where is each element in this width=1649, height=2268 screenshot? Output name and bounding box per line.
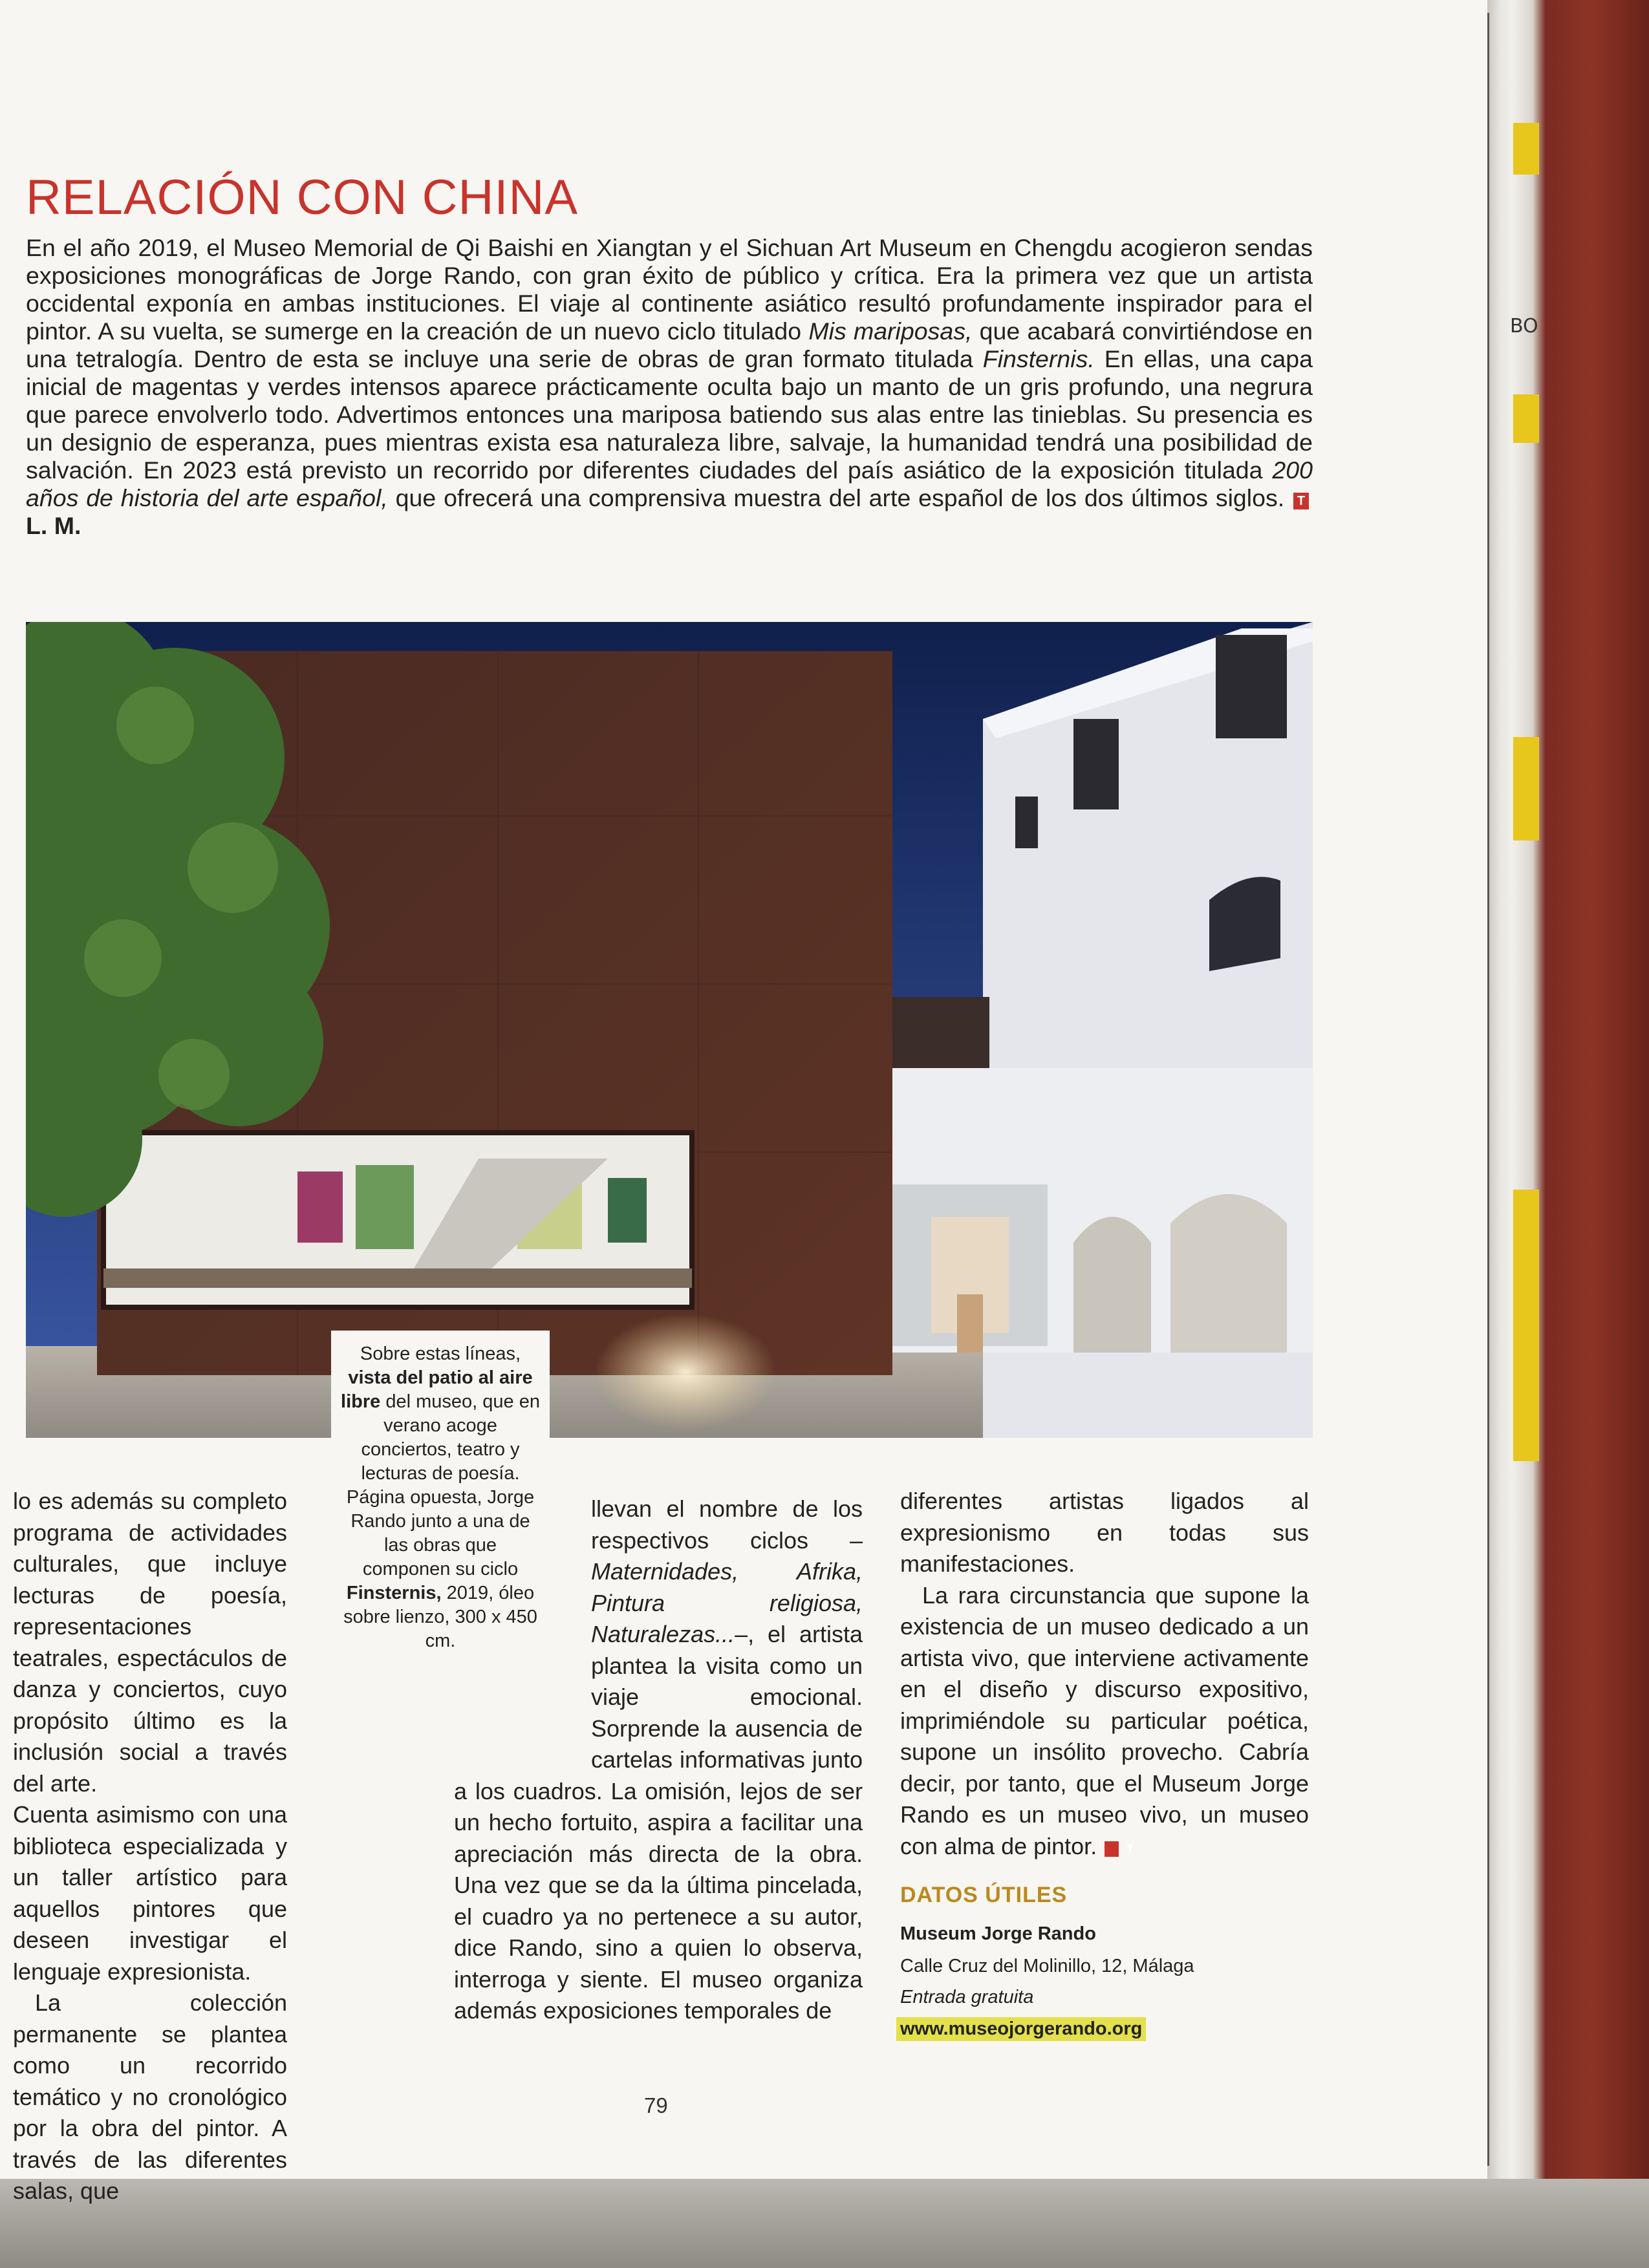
intro-paragraph (26, 234, 1313, 540)
yellow-tab-4 (1513, 1190, 1539, 1461)
page-fold-line-2 (1487, 13, 1489, 2166)
yellow-tab-1 (1513, 123, 1539, 175)
adjacent-page-text: BO (1510, 315, 1538, 337)
museum-entry: Entrada gratuita (900, 1987, 1034, 2007)
col1-paragraph-3: La colección permanente se plantea como un recorrido temático y no cronológico por la obra del pintor. A través de las diferentes salas, que (13, 1989, 287, 2204)
intro-title-3: 200 años de historia del arte español, (26, 456, 1313, 511)
adjacent-page-edge (1487, 0, 1649, 2268)
section-heading: RELACIÓN CON CHINA (26, 170, 579, 225)
col1-paragraph-2: Cuenta asimismo con una biblioteca especializada y un taller artístico para aquellos pintores que deseen investigar el lenguaje expresionista. (13, 1801, 287, 1985)
caption-text-2: del museo, que en verano acoge conciertos, teatro y lecturas de poesía. Página opuesta, Jorge Rando junto a una de las obras que componen su ciclo (346, 1391, 540, 1579)
col3-paragraph-2 (900, 1580, 1309, 1863)
intro-title-1: Mis mariposas, (808, 317, 973, 345)
body-column-2 (454, 1493, 863, 2027)
yellow-tab-3 (1513, 737, 1539, 840)
datos-utiles-title: DATOS ÚTILES (900, 1883, 1068, 1907)
caption-text-1: Sobre estas líneas, (360, 1343, 521, 1364)
caption-bold-2: Finsternis, (346, 1583, 442, 1603)
col3-paragraph-1: diferentes artistas ligados al expresionismo en todas sus manifestaciones. (900, 1488, 1309, 1577)
body-column-3 (900, 1486, 1309, 1862)
caption-wrap-spacer (454, 1493, 591, 1775)
page-number: 79 (644, 2093, 668, 2117)
intro-text-4: que ofrecerá una comprensiva muestra del arte español de los dos últimos siglos. (387, 484, 1292, 511)
col2-text-1: llevan el nombre de los respectivos ciclos – (591, 1495, 863, 1554)
col1-paragraph-1: lo es además su completo programa de actividades culturales, que incluye lecturas de poesía, representaciones teatrales, espectáculos de danza y conciertos, cuyo propósito último es la inclusión social a través del arte. (13, 1488, 287, 1797)
museum-patio-photo (26, 622, 1313, 1438)
intro-title-2: Finsternis. (982, 345, 1095, 372)
body-column-1 (13, 1486, 287, 2207)
caption-text-3: 2019, óleo sobre lienzo, 300 x 450 cm. (343, 1583, 537, 1651)
intro-text-3: En ellas, una capa inicial de magentas y verdes intensos aparece prácticamente oculta bajo un manto de un gris profundo, una negrura que parece envolverlo todo. Advertimos entonces una mariposa batiendo sus alas entre las tinieblas. Su presencia es un designio de esperanza, pues mientras exista esa naturaleza libre, salvaje, la humanidad tendrá una posibilidad de salvación. En 2023 está previsto un recorrido por diferentes ciudades del país asiático de la exposición titulada (26, 345, 1313, 484)
museum-website-link[interactable]: www.museojorgerando.org (896, 2017, 1146, 2041)
col2-text-2: –, el artista plantea la visita como un viaje emocional. Sorprende la ausencia de cartelas informativas junto a los cuadros. La omisión, lejos de ser un hecho fortuito, aspira a facilitar una apreciación más directa de la obra. Una vez que se da la última pincelada, el cuadro ya no pertenece a su autor, dice Rando, sino a quien lo observa, interroga y siente. El museo organiza además exposiciones temporales de (454, 1621, 863, 2024)
yellow-tab-2 (1513, 394, 1539, 443)
end-mark-icon: T (1293, 493, 1309, 509)
intro-text-1: En el año 2019, el Museo Memorial de Qi Baishi en Xiangtan y el Sichuan Art Museum en Chengdu acogieron sendas exposiciones monográficas de Jorge Rando, con gran éxito de público y crítica. Era la primera vez que un artista occidental exponía en ambas instituciones. El viaje al continente asiático resultó profundamente inspirador para el pintor. A su vuelta, se sumerge en la creación de un nuevo ciclo titulado (26, 234, 1313, 345)
col3-text: La rara circunstancia que supone la existencia de un museo dedicado a un artista vivo, que interviene activamente en el diseño y discurso expositivo, imprimiéndole su particular poética, supone un insólito provecho. Cabría decir, por tanto, que el Museum Jorge Rando es un museo vivo, un museo con alma de pintor. (900, 1581, 1309, 1859)
intro-text-2: que acabará convirtiéndose en una tetralogía. Dentro de esta se incluye una serie de obras de gran formato titulada (26, 317, 1313, 372)
end-mark-icon: T (1105, 1841, 1119, 1857)
col2-paragraph (454, 1493, 863, 2027)
museum-address: Calle Cruz del Molinillo, 12, Málaga (900, 1956, 1194, 1976)
museum-name: Museum Jorge Rando (900, 1923, 1096, 1944)
author-signature: L. M. (26, 512, 81, 539)
col2-cycles: Maternidades, Afrika, Pintura religiosa, Naturalezas... (591, 1558, 863, 1647)
caption-bold-1: vista del patio al aire libre (341, 1367, 533, 1412)
